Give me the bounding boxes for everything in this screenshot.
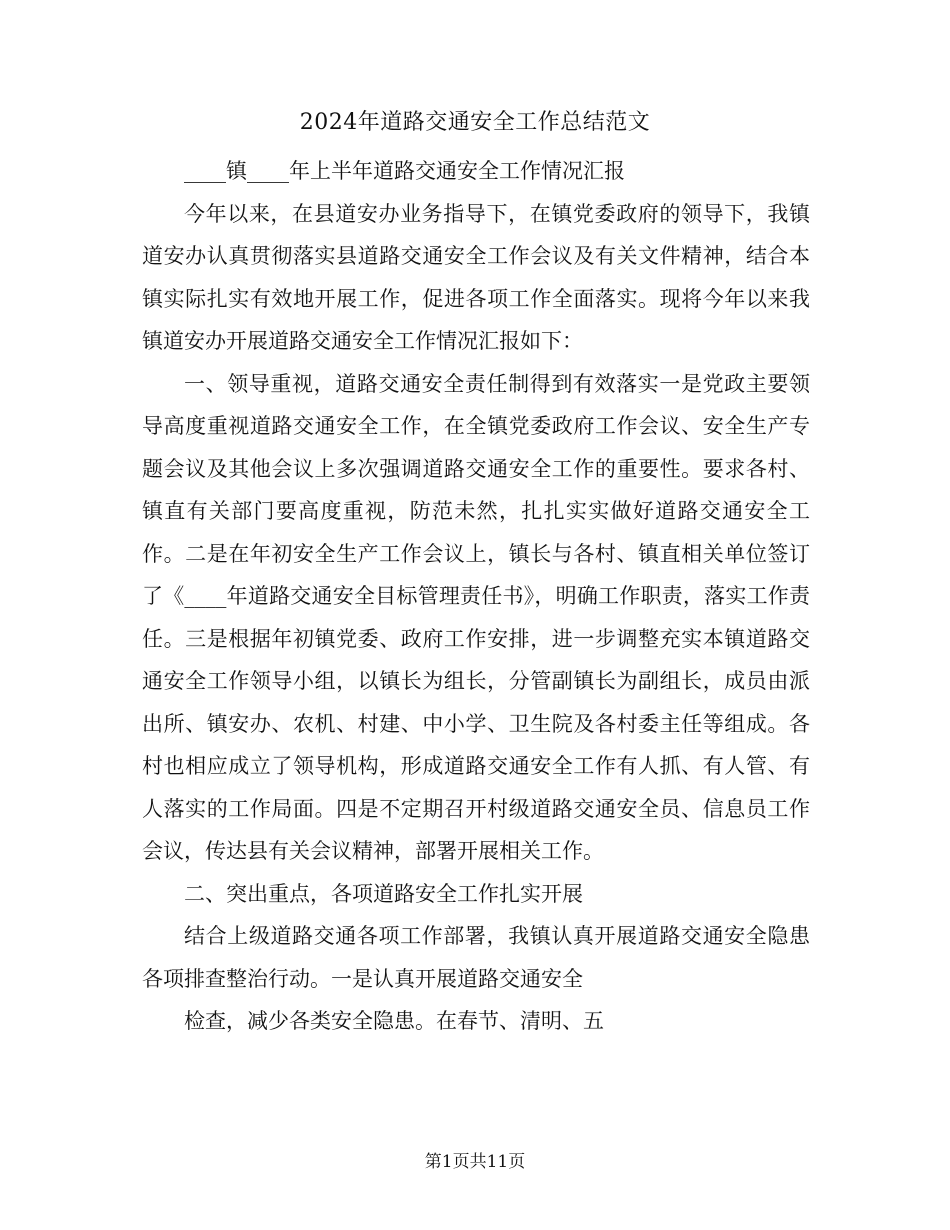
paragraph-section-one: 一、领导重视，道路交通安全责任制得到有效落实一是党政主要领导高度重视道路交通安全工作，在全镇党委政府工作会议、安全生产专题会议及其他会议上多次强调道路交通安全工作的重要性。要求各村、镇直有关部门要高度重视，防范未然，扎扎实实做好道路交通安全工作。二是在年初安全生产工作会议上，镇长与各村、镇直相关单位签订了《____年道路交通安全目标管理责任书》，明确工作职责，落实工作责任。三是根据年初镇党委、政府工作安排，进一步调整充实本镇道路交通安全工作领导小组，以镇长为组长，分管副镇长为副组长，成员由派出所、镇安办、农机、村建、中小学、卫生院及各村委主任等组成。各村也相应成立了领导机构，形成道路交通安全工作有人抓、有人管、有人落实的工作局面。四是不定期召开村级道路交通安全员、信息员工作会议，传达县有关会议精神，部署开展相关工作。 [142,371,810,863]
document-title: 2024年道路交通安全工作总结范文 [299,110,651,135]
paragraph-section-two-heading: 二、突出重点，各项道路安全工作扎实开展 [184,881,583,906]
page-number-footer: 第1页共11页 [424,1152,526,1172]
paragraph-section-two-body: 结合上级道路交通各项工作部署，我镇认真开展道路交通安全隐患各项排查整治行动。一是认真开展道路交通安全 [142,924,810,991]
document-body [142,150,810,1043]
paragraph-report-heading: ____镇____年上半年道路交通安全工作情况汇报 [184,159,625,183]
paragraph-continuation: 检查，减少各类安全隐患。在春节、清明、五 [184,1009,604,1033]
paragraph-intro: 今年以来，在县道安办业务指导下，在镇党委政府的领导下，我镇道安办认真贯彻落实县道路交通安全工作会议及有关文件精神，结合本镇实际扎实有效地开展工作，促进各项工作全面落实。现将今年以来我镇道安办开展道路交通安全工作情况汇报如下： [142,201,810,353]
